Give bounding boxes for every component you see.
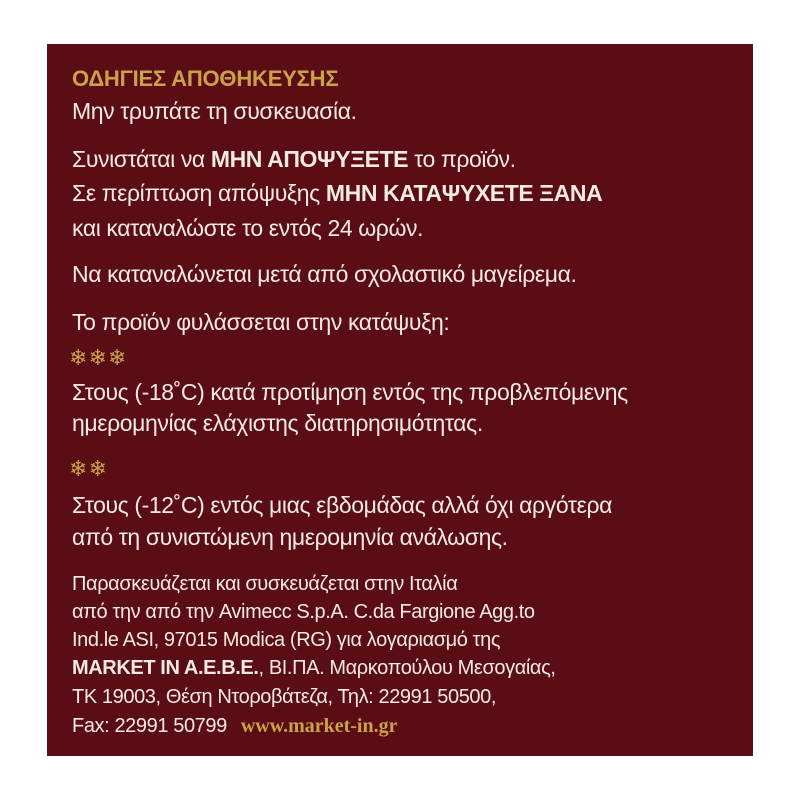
instruction-no-refreeze — [72, 179, 602, 207]
instruction-cook-thoroughly: Να καταναλώνεται μετά από σχολαστικό μαγείρεμα. — [72, 261, 577, 287]
instruction-no-pierce: Μην τρυπάτε τη συσκευασία. — [72, 98, 357, 124]
instruction-consume-24h: και καταναλώστε το εντός 24 ωρών. — [72, 215, 424, 241]
instruction-no-thaw-end: το προϊόν. — [408, 146, 516, 172]
instruction-no-thaw — [72, 145, 516, 173]
snowflake-icon: ❄ — [107, 345, 128, 370]
footer-line-2: από την από την Avimecc S.p.A. C.da Fargione Agg.to — [72, 601, 535, 623]
two-star-freezer-rating — [69, 456, 108, 482]
two-star-text-1: Στους (-12˚C) εντός μιας εβδομάδας αλλά όχι αργότερα — [72, 492, 613, 518]
fax-number: Fax: 22991 50799 — [72, 715, 227, 737]
snowflake-icon: ❄ — [69, 456, 89, 481]
website-link[interactable]: www.market-in.gr — [240, 715, 398, 737]
three-star-text-2: ημερομηνίας ελάχιστης διατηρησιμότητας. — [72, 410, 483, 436]
footer-line-1: Παρασκευάζεται και συσκευάζεται στην Ιταλία — [72, 573, 458, 595]
three-star-freezer-rating — [69, 345, 127, 371]
company-address: , ΒΙ.ΠΑ. Μαρκοπούλου Μεσογαίας, — [258, 657, 556, 679]
snowflake-icon: ❄ — [69, 345, 89, 370]
three-star-text-1: Στους (-18˚C) κατά προτίμηση εντός της προβλεπόμενης — [72, 379, 628, 405]
snowflake-icon: ❄ — [88, 345, 108, 370]
snowflake-icon: ❄ — [88, 456, 108, 481]
footer-line-4 — [72, 655, 555, 681]
section-title: ΟΔΗΓΙΕΣ ΑΠΟΘΗΚΕΥΣΗΣ — [72, 66, 339, 91]
instruction-no-thaw-text: Συνιστάται να — [72, 146, 211, 172]
instruction-no-refreeze-emphasis: ΜΗΝ ΚΑΤΑΨΥΧΕΤΕ ΞΑΝΑ — [325, 180, 603, 206]
footer-line-3: Ind.le ASI, 97015 Modica (RG) για λογαριασμό της — [72, 629, 501, 651]
company-name: MARKET IN A.E.B.E. — [72, 657, 259, 679]
instruction-no-refreeze-text: Σε περίπτωση απόψυξης — [72, 180, 326, 206]
storage-instructions-panel — [47, 44, 753, 756]
footer-line-5: ΤΚ 19003, Θέση Ντοροβάτεζα, Τηλ: 22991 50500, — [72, 686, 497, 708]
instruction-keep-frozen: Το προϊόν φυλάσσεται στην κατάψυξη: — [72, 309, 450, 335]
instruction-no-thaw-emphasis: ΜΗΝ ΑΠΟΨΥΞΕΤΕ — [210, 146, 409, 172]
footer-line-6 — [72, 713, 397, 739]
two-star-text-2: από τη συνιστώμενη ημερομηνία ανάλωσης. — [72, 524, 508, 550]
